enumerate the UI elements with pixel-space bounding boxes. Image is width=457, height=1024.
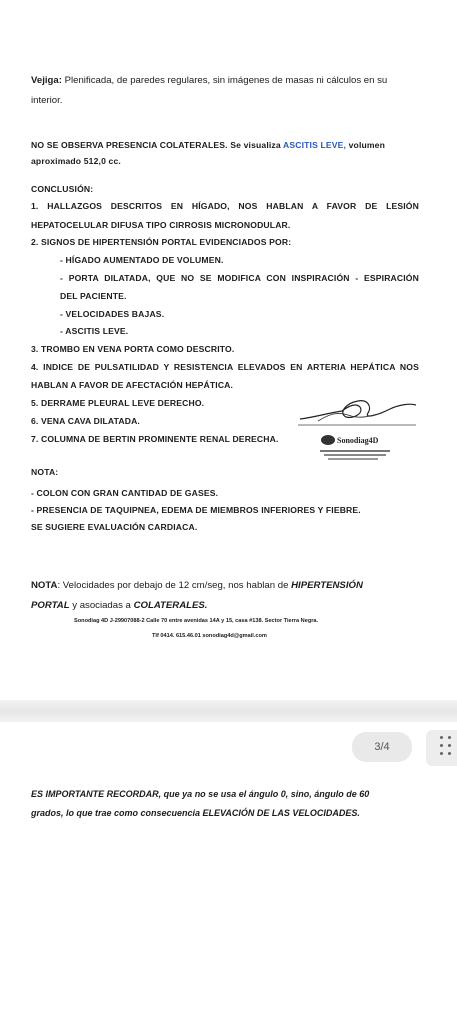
page-separator [0,700,457,722]
conclusion-item: HEPATOCELULAR DIFUSA TIPO CIRROSIS MICRONODULAR. [31,220,291,230]
nota-item: - COLON CON GRAN CANTIDAD DE GASES. [31,488,219,498]
vejiga-line-1 [31,75,387,87]
vejiga-label: Vejiga: [31,75,62,86]
colaterales-text-b: volumen [346,140,386,150]
conclusion-subitem: - ASCITIS LEVE. [60,326,129,336]
nota2-text: : Velocidades por debajo de 12 cm/seg, nos hablan de [57,580,292,591]
signature-icon [298,395,418,463]
conclusion-subitem: DEL PACIENTE. [60,291,127,301]
signature-stamp-image [298,395,418,463]
footer-contact: Tlf 0414. 615.46.01 sonodiag4d@gmail.com [152,633,267,639]
report-page-4 [0,722,457,1024]
conclusion-item: 5. DERRAME PLEURAL LEVE DERECHO. [31,398,205,408]
conclusion-item: 1. HALLAZGOS DESCRITOS EN HÍGADO, NOS HABLAN A FAVOR DE LESIÓN [31,201,419,211]
vejiga-line-2: interior. [31,95,63,106]
ascitis-highlight: ASCITIS LEVE, [283,140,347,150]
vejiga-text: Plenificada, de paredes regulares, sin imágenes de masas ni cálculos en su [61,75,388,86]
conclusion-item: 3. TROMBO EN VENA PORTA COMO DESCRITO. [31,344,235,354]
conclusion-subitem: - PORTA DILATADA, QUE NO SE MODIFICA CON INSPIRACIÓN - ESPIRACIÓN [60,273,419,283]
page4-line-2: grados, lo que trae como consecuencia ELEVACIÓN DE LAS VELOCIDADES. [31,808,360,818]
nota2-portal: PORTAL [31,600,70,611]
nota2-colaterales: COLATERALES. [133,600,208,611]
nota-item: SE SUGIERE EVALUACIÓN CARDIACA. [31,522,198,532]
footer-address: Sonodiag 4D J-29907088-2 Calle 70 entre avenidas 14A y 15, casa #138. Sector Tierra Negra. [74,618,319,624]
conclusion-heading: CONCLUSIÓN: [31,184,94,194]
conclusion-subitem: - VELOCIDADES BAJAS. [60,309,165,319]
conclusion-item: 4. INDICE DE PULSATILIDAD Y RESISTENCIA ELEVADOS EN ARTERIA HEPÁTICA NOS [31,362,419,372]
page-indicator: 3/4 [352,732,412,762]
nota2-label: NOTA [31,580,58,591]
conclusion-item: 6. VENA CAVA DILATADA. [31,416,140,426]
conclusion-item: HABLAN A FAVOR DE AFECTACIÓN HEPÁTICA. [31,380,234,390]
conclusion-subitem: - HÍGADO AUMENTADO DE VOLUMEN. [60,255,224,265]
colaterales-text-a: NO SE OBSERVA PRESENCIA COLATERALES. Se visualiza [31,140,283,150]
nota2-mid: y asociadas a [69,600,134,611]
conclusion-item: 7. COLUMNA DE BERTIN PROMINENTE RENAL DERECHA. [31,434,279,444]
drag-handle-dots-icon[interactable] [440,736,454,758]
colaterales-line-1 [31,139,385,151]
nota2-bold: HIPERTENSIÓN [291,580,363,591]
nota-item: - PRESENCIA DE TAQUIPNEA, EDEMA DE MIEMBROS INFERIORES Y FIEBRE. [31,505,361,515]
nota2-line-1 [31,580,363,592]
colaterales-line-2: aproximado 512,0 cc. [31,156,121,166]
page4-line-1: ES IMPORTANTE RECORDAR, que ya no se usa el ángulo 0, sino, ángulo de 60 [31,789,370,799]
nota2-line-2 [31,600,207,612]
nota-heading: NOTA: [31,467,59,477]
svg-text:Sonodiag4D: Sonodiag4D [337,436,379,445]
conclusion-item: 2. SIGNOS DE HIPERTENSIÓN PORTAL EVIDENCIADOS POR: [31,237,292,247]
